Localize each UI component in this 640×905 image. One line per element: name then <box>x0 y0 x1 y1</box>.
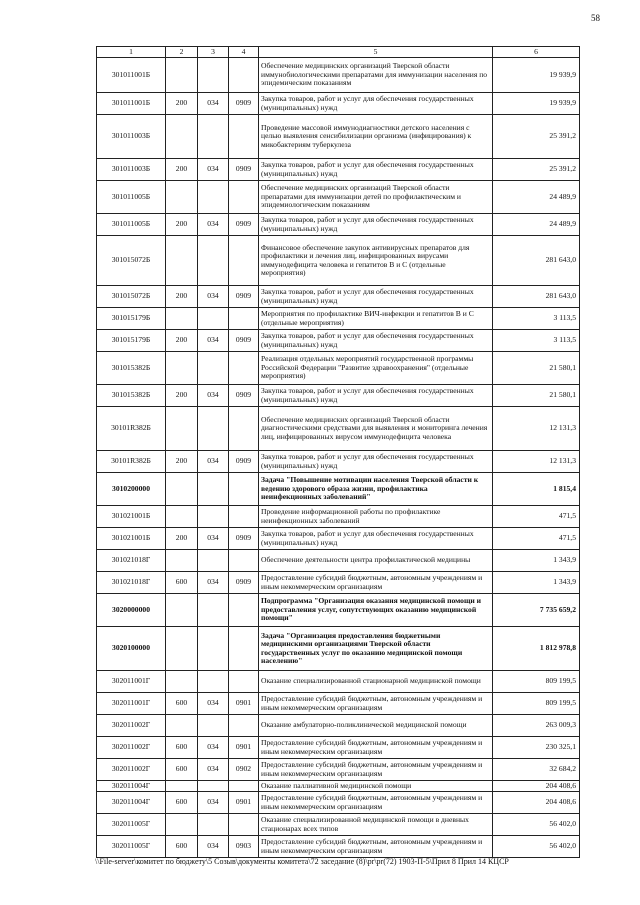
row-description: Закупка товаров, работ и услуг для обеспечения государственных (муниципальных) нужд <box>259 159 493 181</box>
row-amount: 25 391,2 <box>493 115 580 159</box>
row-code: 301021018Г <box>97 572 166 594</box>
row-ministry <box>198 58 229 93</box>
row-ministry <box>198 236 229 286</box>
row-ministry <box>198 407 229 451</box>
row-amount: 230 325,1 <box>493 737 580 759</box>
row-subsection <box>229 671 259 693</box>
row-description: Предоставление субсидий бюджетным, автономным учреждениям и иным некоммерческим организациям <box>259 572 493 594</box>
row-amount: 21 580,1 <box>493 352 580 385</box>
row-section <box>166 781 198 792</box>
row-subsection <box>229 627 259 671</box>
row-subsection <box>229 352 259 385</box>
row-amount: 1 812 978,8 <box>493 627 580 671</box>
row-description: Закупка товаров, работ и услуг для обеспечения государственных (муниципальных) нужд <box>259 330 493 352</box>
row-amount: 281 643,0 <box>493 286 580 308</box>
row-subsection: 0901 <box>229 693 259 715</box>
row-description: Оказание специализированной медицинской помощи в дневных стационарах всех типов <box>259 814 493 836</box>
row-amount: 19 939,9 <box>493 93 580 115</box>
table-row <box>97 385 580 407</box>
row-section <box>166 58 198 93</box>
row-description: Задача "Повышение мотивации населения Тверской области к ведению здорового образа жизни, профилактика неинфекционных заболеваний" <box>259 473 493 506</box>
row-ministry <box>198 550 229 572</box>
row-description: Проведение информационной работы по профилактике неинфекционных заболеваний <box>259 506 493 528</box>
row-amount: 204 408,6 <box>493 792 580 814</box>
table-row <box>97 528 580 550</box>
row-section: 600 <box>166 792 198 814</box>
row-ministry: 034 <box>198 528 229 550</box>
row-code: 301015382Б <box>97 385 166 407</box>
row-ministry: 034 <box>198 451 229 473</box>
table-row <box>97 115 580 159</box>
table-row <box>97 407 580 451</box>
row-description: Предоставление субсидий бюджетным, автономным учреждениям и иным некоммерческим организациям <box>259 792 493 814</box>
row-ministry <box>198 473 229 506</box>
row-amount: 12 131,3 <box>493 407 580 451</box>
row-section: 200 <box>166 451 198 473</box>
row-amount: 809 199,5 <box>493 693 580 715</box>
row-description: Предоставление субсидий бюджетным, автономным учреждениям и иным некоммерческим организациям <box>259 759 493 781</box>
row-code: 3020000000 <box>97 594 166 627</box>
row-section <box>166 115 198 159</box>
row-description: Оказание специализированной стационарной медицинской помощи <box>259 671 493 693</box>
row-code: 301011005Б <box>97 181 166 214</box>
row-amount: 263 009,3 <box>493 715 580 737</box>
table-row <box>97 473 580 506</box>
row-subsection <box>229 814 259 836</box>
row-section: 200 <box>166 385 198 407</box>
row-section: 600 <box>166 836 198 858</box>
header-col-2: 2 <box>166 47 198 58</box>
row-code: 302011002Г <box>97 759 166 781</box>
row-subsection: 0909 <box>229 159 259 181</box>
row-amount: 12 131,3 <box>493 451 580 473</box>
row-description: Закупка товаров, работ и услуг для обеспечения государственных (муниципальных) нужд <box>259 286 493 308</box>
table-body <box>97 58 580 858</box>
table-row <box>97 594 580 627</box>
row-description: Оказание амбулаторно-поликлинической медицинской помощи <box>259 715 493 737</box>
row-code: 301011001Б <box>97 93 166 115</box>
table-row <box>97 781 580 792</box>
row-subsection <box>229 236 259 286</box>
row-amount: 19 939,9 <box>493 58 580 93</box>
budget-table <box>96 46 580 858</box>
row-amount: 24 489,9 <box>493 181 580 214</box>
row-section <box>166 627 198 671</box>
row-description: Закупка товаров, работ и услуг для обеспечения государственных (муниципальных) нужд <box>259 528 493 550</box>
row-subsection: 0909 <box>229 528 259 550</box>
row-ministry: 034 <box>198 214 229 236</box>
row-code: 302011004Г <box>97 781 166 792</box>
row-section <box>166 308 198 330</box>
row-description: Предоставление субсидий бюджетным, автономным учреждениям и иным некоммерческим организациям <box>259 737 493 759</box>
table-row <box>97 693 580 715</box>
row-section: 600 <box>166 572 198 594</box>
row-code: 302011001Г <box>97 671 166 693</box>
row-subsection: 0902 <box>229 759 259 781</box>
table-row <box>97 236 580 286</box>
row-code: 30101R382Б <box>97 407 166 451</box>
table-row <box>97 506 580 528</box>
row-code: 301015179Б <box>97 330 166 352</box>
row-subsection: 0901 <box>229 737 259 759</box>
row-ministry <box>198 814 229 836</box>
row-section: 600 <box>166 759 198 781</box>
table-row <box>97 451 580 473</box>
row-section <box>166 236 198 286</box>
row-ministry: 034 <box>198 792 229 814</box>
row-subsection <box>229 58 259 93</box>
row-subsection <box>229 506 259 528</box>
row-ministry: 034 <box>198 572 229 594</box>
table-row <box>97 352 580 385</box>
row-amount: 204 408,6 <box>493 781 580 792</box>
row-section: 200 <box>166 528 198 550</box>
row-subsection <box>229 473 259 506</box>
row-code: 301011003Б <box>97 115 166 159</box>
row-ministry <box>198 308 229 330</box>
row-ministry: 034 <box>198 286 229 308</box>
table-row <box>97 715 580 737</box>
row-code: 302011005Г <box>97 836 166 858</box>
table-row <box>97 550 580 572</box>
page-number: 58 <box>591 13 600 23</box>
row-amount: 1 343,9 <box>493 550 580 572</box>
row-code: 301015179Б <box>97 308 166 330</box>
header-col-4: 4 <box>229 47 259 58</box>
row-amount: 809 199,5 <box>493 671 580 693</box>
row-amount: 25 391,2 <box>493 159 580 181</box>
row-subsection: 0909 <box>229 93 259 115</box>
row-subsection <box>229 181 259 214</box>
header-row <box>97 47 580 58</box>
row-code: 301015382Б <box>97 352 166 385</box>
row-amount: 32 684,2 <box>493 759 580 781</box>
header-col-3: 3 <box>198 47 229 58</box>
row-subsection: 0901 <box>229 792 259 814</box>
table-row <box>97 792 580 814</box>
row-code: 301011005Б <box>97 214 166 236</box>
row-description: Предоставление субсидий бюджетным, автономным учреждениям и иным некоммерческим организациям <box>259 836 493 858</box>
row-amount: 471,5 <box>493 506 580 528</box>
table-row <box>97 286 580 308</box>
row-ministry: 034 <box>198 737 229 759</box>
row-subsection: 0903 <box>229 836 259 858</box>
row-ministry <box>198 781 229 792</box>
row-description: Задача "Организация предоставления бюджетными медицинскими организациями Тверской области государственных услуг по оказанию медицинской помощи населению" <box>259 627 493 671</box>
row-description: Обеспечение медицинских организаций Тверской области иммунобиологическими препаратами для иммунизации населения по эпидемическим показаниям <box>259 58 493 93</box>
row-ministry <box>198 115 229 159</box>
row-section <box>166 506 198 528</box>
row-amount: 1 343,9 <box>493 572 580 594</box>
row-description: Закупка товаров, работ и услуг для обеспечения государственных (муниципальных) нужд <box>259 385 493 407</box>
row-section: 200 <box>166 159 198 181</box>
row-section: 200 <box>166 286 198 308</box>
row-section: 200 <box>166 214 198 236</box>
row-ministry: 034 <box>198 330 229 352</box>
row-section <box>166 352 198 385</box>
row-code: 302011004Г <box>97 792 166 814</box>
row-description: Мероприятия по профилактике ВИЧ-инфекции и гепатитов В и С (отдельные мероприятия) <box>259 308 493 330</box>
row-ministry: 034 <box>198 759 229 781</box>
table-row <box>97 627 580 671</box>
row-code: 3010200000 <box>97 473 166 506</box>
table-row <box>97 214 580 236</box>
row-subsection: 0909 <box>229 385 259 407</box>
row-subsection <box>229 715 259 737</box>
table-row <box>97 572 580 594</box>
row-description: Проведение массовой иммунодиагностики детского населения с целью выявления сенсибилизации организма (инфицирования) к микобактериям туберкулеза <box>259 115 493 159</box>
table-row <box>97 814 580 836</box>
row-description: Оказание паллиативной медицинской помощи <box>259 781 493 792</box>
row-description: Подпрограмма "Организация оказания медицинской помощи и предоставления услуг, сопутствующих оказанию медицинской помощи" <box>259 594 493 627</box>
row-code: 301021001Б <box>97 528 166 550</box>
row-subsection: 0909 <box>229 214 259 236</box>
row-code: 301011003Б <box>97 159 166 181</box>
table-row <box>97 159 580 181</box>
row-description: Обеспечение медицинских организаций Тверской области диагностическими средствами для выявления и мониторинга лечения лиц, инфицированных вирусом иммунодефицита человека <box>259 407 493 451</box>
row-ministry: 034 <box>198 836 229 858</box>
row-section <box>166 594 198 627</box>
row-subsection: 0909 <box>229 572 259 594</box>
row-section <box>166 181 198 214</box>
row-subsection <box>229 594 259 627</box>
header-col-1: 1 <box>97 47 166 58</box>
row-subsection <box>229 781 259 792</box>
table-row <box>97 836 580 858</box>
row-code: 302011001Г <box>97 693 166 715</box>
row-amount: 24 489,9 <box>493 214 580 236</box>
row-amount: 56 402,0 <box>493 836 580 858</box>
table-row <box>97 671 580 693</box>
row-section: 600 <box>166 737 198 759</box>
row-section <box>166 814 198 836</box>
row-section: 200 <box>166 93 198 115</box>
row-code: 301015072Б <box>97 286 166 308</box>
row-ministry <box>198 594 229 627</box>
row-subsection <box>229 550 259 572</box>
row-description: Закупка товаров, работ и услуг для обеспечения государственных (муниципальных) нужд <box>259 451 493 473</box>
row-ministry <box>198 627 229 671</box>
row-code: 301021001Б <box>97 506 166 528</box>
row-amount: 3 113,5 <box>493 330 580 352</box>
table-row <box>97 737 580 759</box>
row-description: Реализация отдельных мероприятий государственной программы Российской Федерации "Развитие здравоохранения" (отдельные мероприятия) <box>259 352 493 385</box>
row-subsection <box>229 308 259 330</box>
row-code: 302011005Г <box>97 814 166 836</box>
row-code: 302011002Г <box>97 715 166 737</box>
table-row <box>97 58 580 93</box>
row-section <box>166 473 198 506</box>
header-col-6: 6 <box>493 47 580 58</box>
row-section <box>166 407 198 451</box>
row-code: 301011001Б <box>97 58 166 93</box>
row-amount: 21 580,1 <box>493 385 580 407</box>
file-path-footer: \\File-server\комитет по бюджету\5 Созыв\документы комитета\72 заседание (8)\pr\pr(72) 1903-П-5\Прил 8 Прил 14 КЦСР <box>95 857 509 866</box>
row-ministry <box>198 181 229 214</box>
row-ministry: 034 <box>198 693 229 715</box>
row-amount: 471,5 <box>493 528 580 550</box>
row-section <box>166 550 198 572</box>
table-row <box>97 93 580 115</box>
row-amount: 56 402,0 <box>493 814 580 836</box>
row-ministry <box>198 506 229 528</box>
row-ministry <box>198 352 229 385</box>
row-subsection: 0909 <box>229 330 259 352</box>
row-ministry <box>198 671 229 693</box>
row-section: 200 <box>166 330 198 352</box>
row-description: Предоставление субсидий бюджетным, автономным учреждениям и иным некоммерческим организациям <box>259 693 493 715</box>
row-ministry: 034 <box>198 93 229 115</box>
row-subsection: 0909 <box>229 286 259 308</box>
row-ministry: 034 <box>198 385 229 407</box>
row-description: Финансовое обеспечение закупок антивирусных препаратов для профилактики и лечения лиц, инфицированных вирусами иммунодефицита человека и гепатитов В и С (отдельные мероприятия) <box>259 236 493 286</box>
table-row <box>97 308 580 330</box>
table-row <box>97 330 580 352</box>
row-description: Закупка товаров, работ и услуг для обеспечения государственных (муниципальных) нужд <box>259 214 493 236</box>
row-code: 301021018Г <box>97 550 166 572</box>
row-subsection: 0909 <box>229 451 259 473</box>
row-code: 3020100000 <box>97 627 166 671</box>
row-description: Обеспечение деятельности центра профилактической медицины <box>259 550 493 572</box>
row-amount: 7 735 659,2 <box>493 594 580 627</box>
row-amount: 3 113,5 <box>493 308 580 330</box>
table-row <box>97 181 580 214</box>
row-amount: 281 643,0 <box>493 236 580 286</box>
row-description: Обеспечение медицинских организаций Тверской области препаратами для иммунизации детей по профилактическим и эпидемиологическим показаниям <box>259 181 493 214</box>
table-row <box>97 759 580 781</box>
row-ministry <box>198 715 229 737</box>
row-code: 302011002Г <box>97 737 166 759</box>
row-section <box>166 671 198 693</box>
row-subsection <box>229 115 259 159</box>
row-ministry: 034 <box>198 159 229 181</box>
row-code: 301015072Б <box>97 236 166 286</box>
row-amount: 1 815,4 <box>493 473 580 506</box>
row-section: 600 <box>166 693 198 715</box>
row-section <box>166 715 198 737</box>
header-col-5: 5 <box>259 47 493 58</box>
row-description: Закупка товаров, работ и услуг для обеспечения государственных (муниципальных) нужд <box>259 93 493 115</box>
row-subsection <box>229 407 259 451</box>
row-code: 30101R382Б <box>97 451 166 473</box>
